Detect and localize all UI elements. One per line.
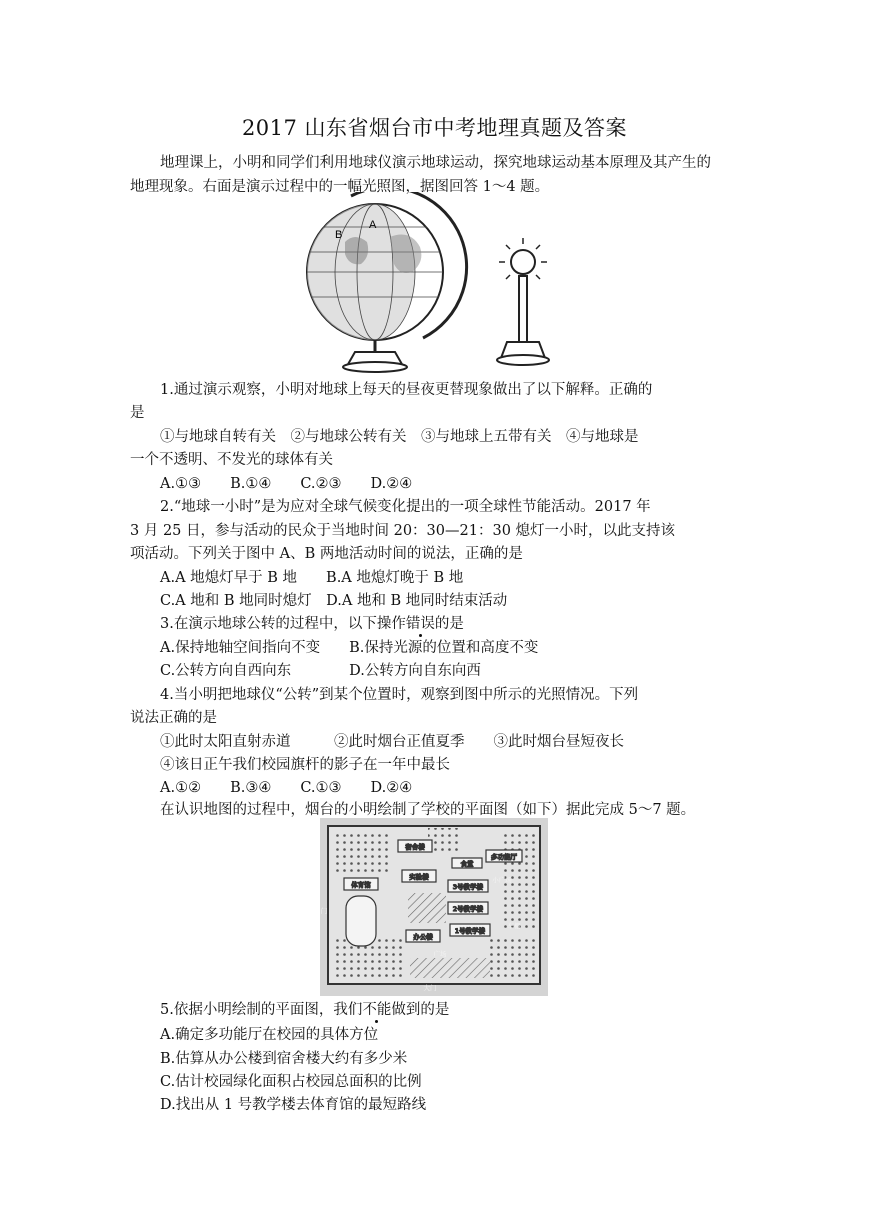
- map-canteen: 食堂: [460, 860, 474, 868]
- map-gymnasium: 体育馆: [351, 881, 371, 889]
- q1-options: A.①③ B.①④ C.②③ D.②④: [160, 476, 413, 492]
- map-side-gate: 门: [320, 907, 328, 915]
- q4-statements-line-1: ①此时太阳直射赤道 ②此时烟台正值夏季 ③此时烟台昼短夜长: [160, 734, 624, 750]
- map-multifunction-hall: 多功能厅: [491, 853, 517, 861]
- map-lab-building: 实验楼: [409, 873, 429, 881]
- q2-stem-line-3: 项活动。下列关于图中 A、B 两地活动时间的说法，正确的是: [130, 546, 523, 562]
- q4-statements-line-2: ④该日正午我们校园旗杆的影子在一年中最长: [160, 757, 450, 773]
- map-small-square: 小广场: [492, 876, 512, 884]
- q3-stem-pre: 3.在演示地球公转的过程中，以下操作: [160, 616, 406, 632]
- map-building-2: 2号教学楼: [452, 905, 484, 913]
- map-building-1: 1号教学楼: [454, 927, 486, 935]
- q5-stem-post: 做到的是: [391, 1002, 450, 1018]
- q5-stem: [160, 1000, 449, 1020]
- map-office-building: 办公楼: [413, 933, 433, 941]
- q4-stem-line-1: 4.当小明把地球仪“公转”到某个位置时，观察到图中所示的光照情况。下列: [160, 687, 639, 703]
- q2-stem-line-1: 2.“地球一小时”是为应对全球气候变化提出的一项全球性节能活动。2017 年: [160, 499, 651, 515]
- map-field-2: 场: [357, 922, 365, 930]
- q1-statements-line-1: ①与地球自转有关 ②与地球公转有关 ③与地球上五带有关 ④与地球是: [160, 429, 639, 445]
- school-map-figure: [320, 818, 548, 996]
- q3-stem-post: 的是: [434, 616, 464, 632]
- map-field-1: 操: [357, 910, 365, 918]
- globe-illumination-figure: [295, 192, 570, 375]
- q5-option-c: C.估计校园绿化面积占校园总面积的比例: [160, 1074, 422, 1090]
- q2-stem-line-2: 3 月 25 日，参与活动的民众于当地时间 20：30—21：30 熄灯一小时，以此支持该: [130, 523, 676, 539]
- q5-stem-emphasis: 不能: [362, 1002, 392, 1018]
- label-a: A: [369, 219, 377, 231]
- q1-statements-line-2: 一个不透明、不发光的球体有关: [130, 452, 333, 468]
- q2-options-line-2: C.A 地和 B 地同时熄灯 D.A 地和 B 地同时结束活动: [160, 593, 508, 609]
- q5-option-b: B.估算从办公楼到宿舍楼大约有多少米: [160, 1051, 408, 1067]
- q5-option-d: D.找出从 1 号教学楼去体育馆的最短路线: [160, 1097, 427, 1113]
- q2-options-line-1: A.A 地熄灯早于 B 地 B.A 地熄灯晚于 B 地: [160, 570, 464, 586]
- intro-line-2: 地理现象。右面是演示过程中的一幅光照图，据图回答 1～4 题。: [130, 179, 550, 195]
- q1-stem-line-1: 1.通过演示观察，小明对地球上每天的昼夜更替现象做出了以下解释。正确的: [160, 382, 653, 398]
- q3-stem-emphasis: 错误: [405, 616, 435, 632]
- map-building-3: 3号教学楼: [452, 883, 484, 891]
- q3-options-line-2: C.公转方向自西向东 D.公转方向自东向西: [160, 663, 481, 679]
- map-bike-shed: 车棚: [507, 922, 521, 930]
- map-plaza: 广场: [433, 950, 447, 958]
- map-main-gate: 大门: [423, 984, 437, 992]
- map-dormitory: 宿舍楼: [405, 843, 425, 851]
- q4-stem-line-2: 说法正确的是: [130, 710, 217, 726]
- q5-stem-pre: 5.依据小明绘制的平面图，我们: [160, 1002, 363, 1018]
- intro-2: 在认识地图的过程中，烟台的小明绘制了学校的平面图（如下）据此完成 5～7 题。: [160, 802, 696, 818]
- intro-line-1: 地理课上，小明和同学们利用地球仪演示地球运动，探究地球运动基本原理及其产生的: [160, 155, 711, 171]
- label-b: B: [335, 229, 343, 241]
- q5-option-a: A.确定多功能厅在校园的具体方位: [160, 1027, 379, 1043]
- q3-stem: [160, 614, 464, 634]
- q3-options-line-1: A.保持地轴空间指向不变 B.保持光源的位置和高度不变: [160, 640, 539, 656]
- q4-options: A.①② B.③④ C.①③ D.②④: [160, 780, 413, 796]
- page-title: 2017 山东省烟台市中考地理真题及答案: [241, 116, 628, 140]
- q1-stem-line-2: 是: [130, 405, 145, 421]
